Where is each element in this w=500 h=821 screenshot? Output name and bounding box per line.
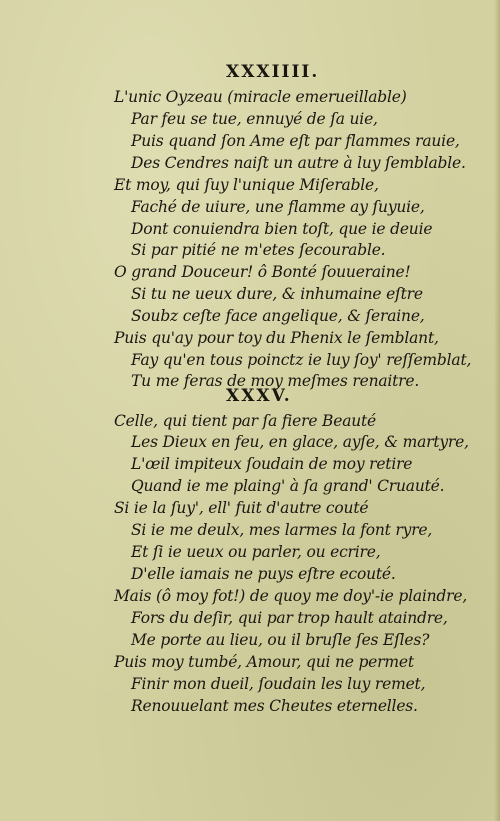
sonnet-35-line-8: D'elle iamais ne puys eſtre ecouté. bbox=[131, 565, 396, 583]
sonnet-35-line-5: Si ie la ſuy', ell' fuit d'autre couté bbox=[114, 499, 369, 517]
sonnet-34-line-14: Tu me feras de moy meſmes renaitre. bbox=[131, 372, 420, 390]
sonnet-34-line-11: Soubz ceſte face angelique, & ſeraine, bbox=[131, 307, 425, 325]
sonnet-35-line-7: Et ſi ie ueux ou parler, ou ecrire, bbox=[131, 543, 381, 561]
sonnet-34-line-4: Des Cendres naiſt un autre à luy ſemblable. bbox=[131, 154, 466, 172]
sonnet-35-line-6: Si ie me deulx, mes larmes la font ryre, bbox=[131, 521, 433, 539]
sonnet-34-heading: XXXIIII. bbox=[226, 62, 320, 82]
sonnet-34-line-10: Si tu ne ueux dure, & inhumaine eſtre bbox=[131, 285, 423, 303]
sonnet-34-line-13: Fay qu'en tous poinctz ie luy ſoy' reſſemblat, bbox=[131, 351, 472, 369]
sonnet-34-line-7: Dont conuiendra bien toſt, que ie deuie bbox=[131, 220, 433, 238]
sonnet-35-line-14: Renouuelant mes Cheutes eternelles. bbox=[131, 697, 418, 715]
sonnet-34-line-6: Faché de uiure, une flamme ay ſuyuie, bbox=[131, 198, 425, 216]
sonnet-34-line-9: O grand Douceur! ô Bonté ſouueraine! bbox=[114, 263, 411, 281]
sonnet-34-line-1: L'unic Oyzeau (miracle emerueillable) bbox=[114, 88, 407, 106]
sonnet-34-line-3: Puis quand ſon Ame eſt par flammes rauie, bbox=[131, 132, 460, 150]
sonnet-35-heading: XXXV. bbox=[226, 386, 292, 406]
sonnet-34-line-12: Puis qu'ay pour toy du Phenix le ſemblant, bbox=[114, 329, 439, 347]
sonnet-35-line-1: Celle, qui tient par ſa fiere Beauté bbox=[114, 412, 377, 430]
sonnet-34-line-8: Si par pitié ne m'etes ſecourable. bbox=[131, 241, 386, 259]
sonnet-35-line-11: Me porte au lieu, ou il bruſle ſes Eſles? bbox=[131, 631, 430, 649]
sonnet-35-line-3: L'œil impiteux ſoudain de moy retire bbox=[131, 455, 413, 473]
sonnet-34-line-2: Par feu se tue, ennuyé de ſa uie, bbox=[131, 110, 378, 128]
sonnet-35-line-2: Les Dieux en feu, en glace, ayſe, & martyre, bbox=[131, 433, 469, 451]
sonnet-35-line-13: Finir mon dueil, ſoudain les luy remet, bbox=[131, 675, 426, 693]
page-edge-shadow bbox=[494, 0, 500, 821]
sonnet-35-line-10: Fors du deſir, qui par trop hault ataindre, bbox=[131, 609, 448, 627]
sonnet-35-line-9: Mais (ô moy fot!) de quoy me doy'-ie plaindre, bbox=[114, 587, 468, 605]
sonnet-35-line-12: Puis moy tumbé, Amour, qui ne permet bbox=[114, 653, 414, 671]
sonnet-35-line-4: Quand ie me plaing' à ſa grand' Cruauté. bbox=[131, 477, 445, 495]
sonnet-34-line-5: Et moy, qui ſuy l'unique Miſerable, bbox=[114, 176, 379, 194]
